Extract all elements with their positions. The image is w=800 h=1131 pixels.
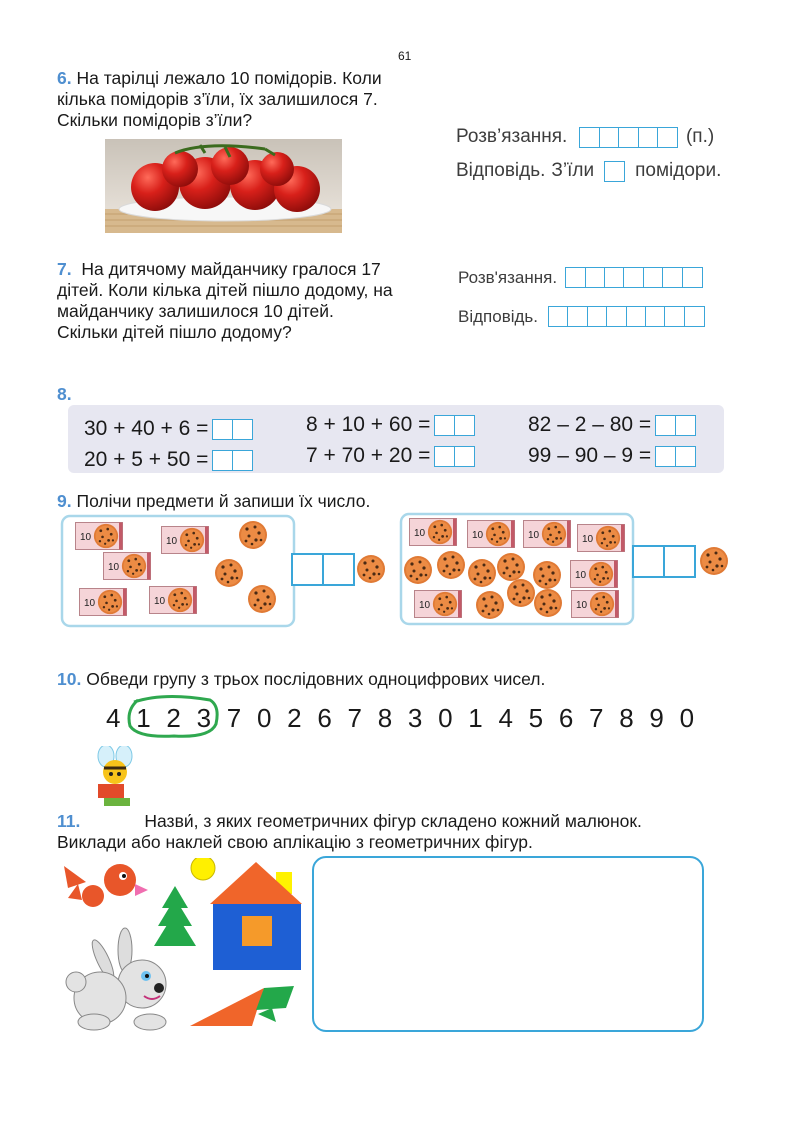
- task7-answer-cells[interactable]: [548, 306, 705, 327]
- page-number: 61: [398, 49, 412, 63]
- expr-3: 8 + 10 + 60 =: [306, 413, 475, 437]
- task6-text: [57, 68, 382, 131]
- digit[interactable]: 8: [619, 703, 634, 733]
- digit[interactable]: 7: [347, 703, 362, 733]
- digit[interactable]: 8: [377, 703, 393, 733]
- digit[interactable]: 7: [589, 703, 604, 733]
- task9-figures: [55, 510, 745, 632]
- task9-text: Полічи предмети й запиши їх число.: [76, 491, 371, 511]
- task7-line2: дітей. Коли кілька дітей пішло додому, на: [57, 280, 393, 300]
- task6-answer-cell[interactable]: [604, 161, 625, 182]
- task10-text: Обведи групу з трьох послідовних одноцифрових чисел.: [86, 669, 546, 689]
- task7-line4: Скільки дітей пішло додому?: [57, 322, 292, 342]
- box-label: 10: [108, 562, 120, 573]
- task9-number: 9.: [57, 491, 72, 511]
- task7-solution-row: [458, 267, 703, 288]
- box-label: 10: [576, 600, 588, 611]
- digit[interactable]: 3: [407, 703, 423, 733]
- tomatoes-photo: [105, 139, 342, 233]
- task7-answer-row: [458, 306, 705, 327]
- task9-heading: [57, 491, 370, 512]
- expr-1: 30 + 40 + 6 =: [84, 417, 253, 441]
- digit[interactable]: 4: [498, 703, 513, 733]
- task7-answer-label: Відповідь.: [458, 306, 539, 326]
- box-label: 10: [166, 536, 178, 547]
- task7-line3: майданчику залишилося 10 дітей.: [57, 301, 334, 321]
- task10-number: 10.: [57, 669, 82, 689]
- application-frame[interactable]: [312, 856, 704, 1032]
- task6-answer-row: [456, 160, 721, 182]
- task8-panel: [68, 405, 724, 473]
- task6-line3: Скільки помідорів з’їли?: [57, 110, 253, 130]
- task8-number: 8.: [57, 384, 72, 404]
- box-label: 10: [419, 600, 431, 611]
- task6-answer-label: Відповідь.: [456, 160, 546, 181]
- expr-5: 82 – 2 – 80 =: [528, 413, 696, 437]
- box-label: 10: [414, 528, 426, 539]
- task6-number: 6.: [57, 68, 72, 88]
- expr-4: 7 + 70 + 20 =: [306, 444, 475, 468]
- digit[interactable]: 7: [226, 703, 242, 733]
- task7-text: [57, 259, 393, 343]
- bee-character: [90, 746, 140, 808]
- digit[interactable]: 3: [196, 703, 212, 733]
- box-label: 10: [472, 530, 484, 541]
- task10-heading: [57, 669, 545, 690]
- digit[interactable]: 6: [558, 703, 574, 733]
- task11-line2: Виклади або наклей свою аплікацію з геометричних фігур.: [57, 832, 533, 852]
- task11-line1: Назви́, з яких геометричних фігур складено кожний малюнок.: [144, 811, 642, 831]
- digit[interactable]: 0: [438, 703, 453, 733]
- digit[interactable]: 2: [166, 703, 181, 733]
- task6-line1: На тарілці лежало 10 помідорів. Коли: [76, 68, 382, 88]
- digit[interactable]: 1: [136, 703, 151, 733]
- box-label: 10: [528, 530, 540, 541]
- task7-solution-cells[interactable]: [565, 267, 702, 288]
- box-label: 10: [80, 532, 92, 543]
- digit[interactable]: 9: [649, 703, 664, 733]
- expr-6: 99 – 90 – 9 =: [528, 444, 696, 468]
- task6-answer-pre: З’їли: [551, 160, 595, 181]
- task7-solution-label: Розв'язання.: [458, 267, 558, 287]
- geometric-pictures: [58, 858, 308, 1034]
- digit[interactable]: 0: [679, 703, 695, 733]
- task7-number: 7.: [57, 259, 72, 279]
- box-label: 10: [154, 596, 166, 607]
- digit[interactable]: 1: [468, 703, 483, 733]
- task11-number: 11.: [57, 811, 81, 831]
- task6-solution-row: [456, 126, 714, 148]
- digit[interactable]: 5: [528, 703, 544, 733]
- green-circle-mark: [124, 694, 222, 740]
- task11-text: [57, 811, 642, 853]
- box-label: 10: [84, 598, 96, 609]
- task6-solution-label: Розв’язання.: [456, 126, 568, 147]
- task6-solution-cells[interactable]: [579, 127, 678, 148]
- digit[interactable]: 4: [106, 703, 121, 733]
- task6-unit: (п.): [685, 126, 715, 147]
- task6-answer-post: помідори.: [635, 160, 722, 181]
- digit[interactable]: 2: [287, 703, 302, 733]
- digit[interactable]: 0: [256, 703, 272, 733]
- digit[interactable]: 6: [317, 703, 332, 733]
- box-label: 10: [582, 534, 594, 545]
- box-label: 10: [575, 570, 587, 581]
- task6-line2: кілька помідорів з’їли, їх залишилося 7.: [57, 89, 378, 109]
- expr-2: 20 + 5 + 50 =: [84, 448, 253, 472]
- task7-line1: На дитячому майданчику гралося 17: [81, 259, 381, 279]
